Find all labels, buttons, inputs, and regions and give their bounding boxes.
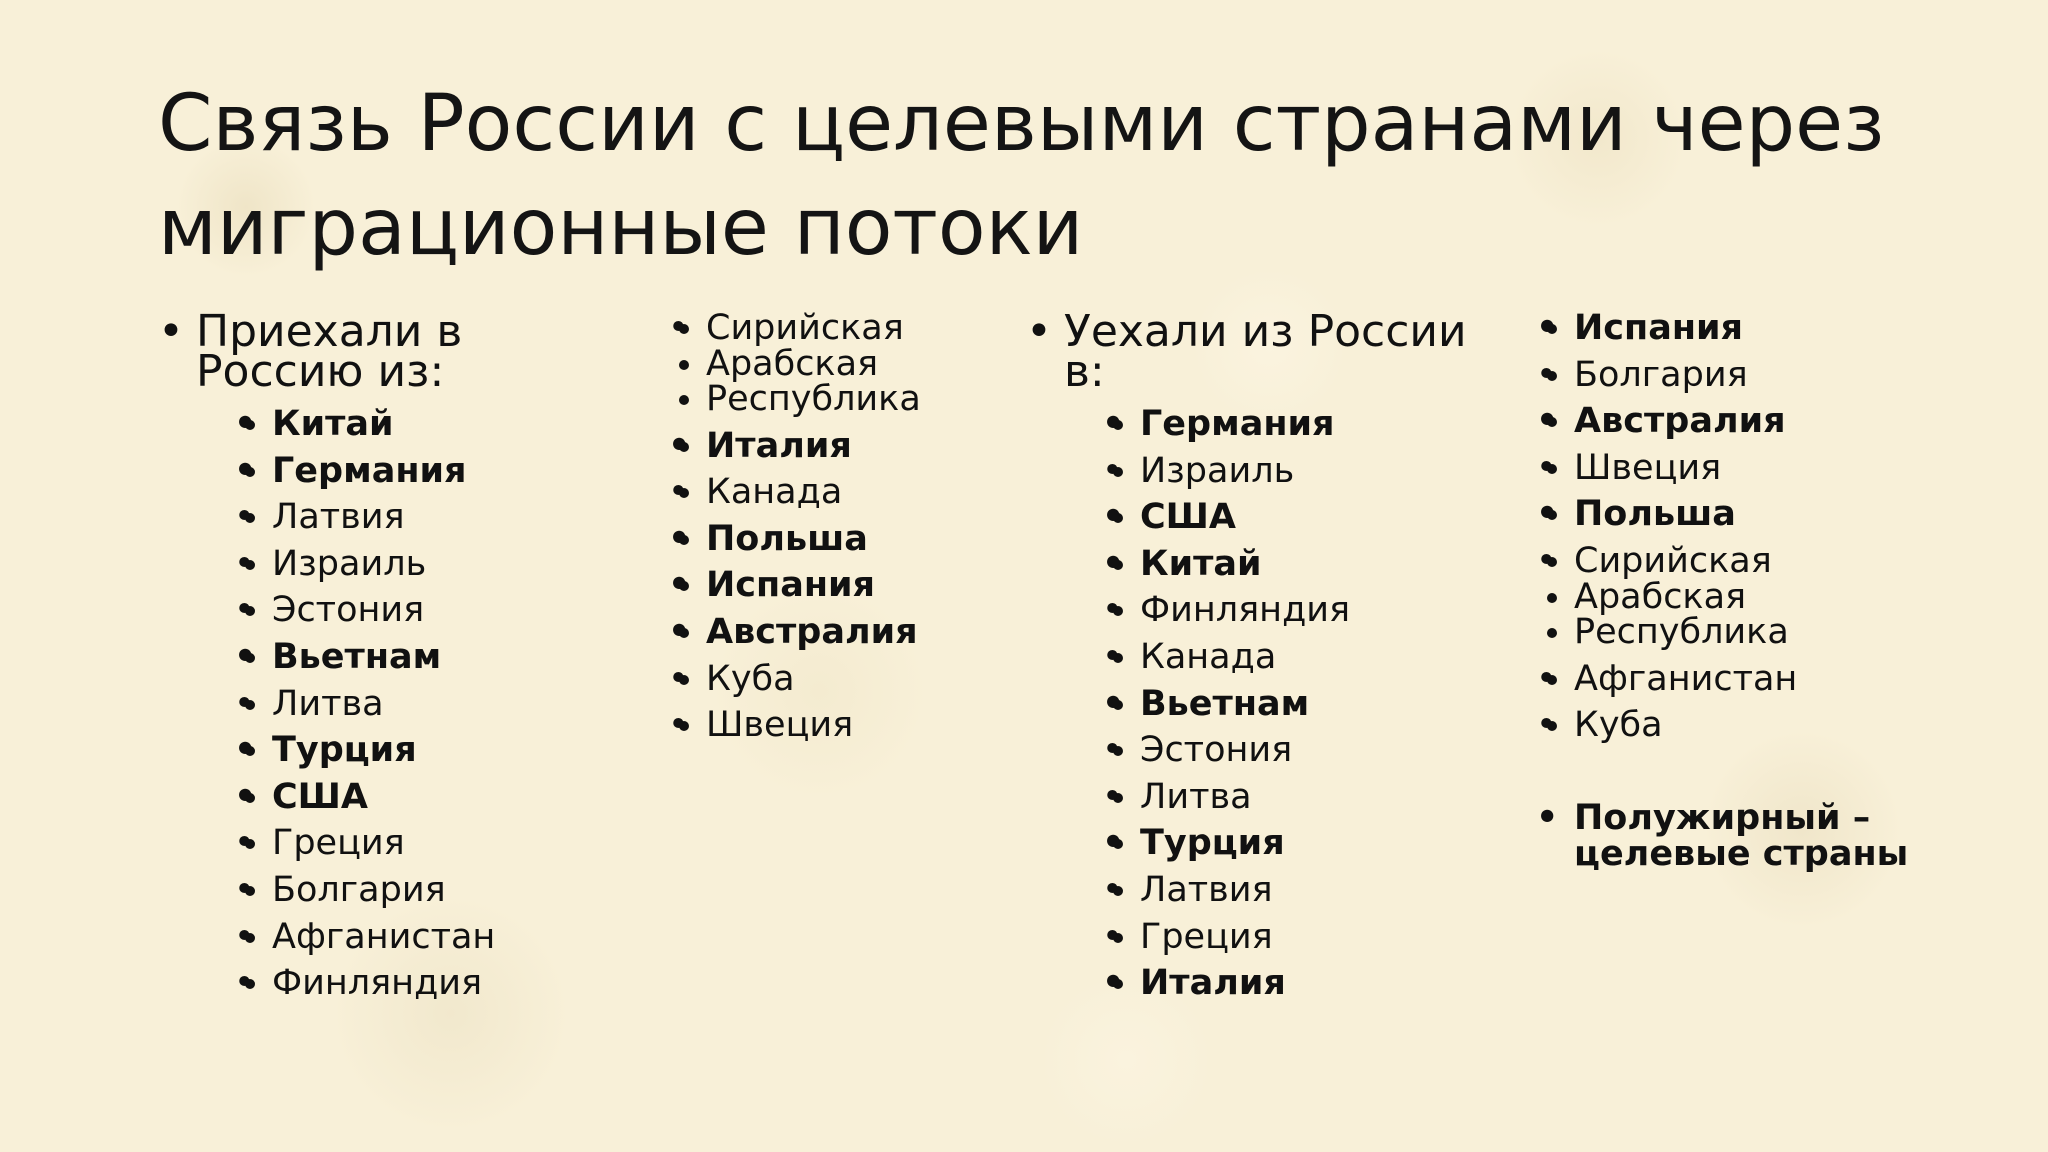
country-name: Италия — [1140, 963, 1286, 1004]
bullet: • • — [1102, 683, 1125, 724]
bullet: • • — [1102, 450, 1123, 491]
country-name: Финляндия — [272, 963, 483, 1004]
bullet: • • — [1102, 590, 1123, 631]
bullet: • — [158, 306, 184, 357]
country-name: Польша — [1574, 494, 1736, 535]
country-list-item — [1536, 354, 1748, 395]
bullet: • • — [668, 518, 691, 559]
bullet: • • — [668, 705, 689, 746]
bullet: • • — [1536, 541, 1557, 581]
bullet: • • — [1102, 730, 1123, 771]
country-name: Афганистан — [1574, 658, 1798, 699]
country-list-item — [668, 565, 876, 606]
bullet: • • — [1102, 870, 1123, 910]
country-list-item — [234, 543, 427, 584]
country-name: Израиль — [1140, 450, 1295, 491]
country-list-item — [1536, 494, 1736, 535]
country-name: США — [272, 776, 369, 817]
country-name: Китай — [272, 404, 394, 444]
country-name: Сирийская — [1574, 541, 1772, 581]
bullet: • • — [1536, 401, 1559, 442]
country-name: Германия — [1140, 404, 1335, 444]
country-list-item — [1102, 963, 1286, 1004]
country-list-item — [1102, 497, 1237, 538]
country-name: Арабская — [1574, 576, 1747, 617]
country-list-item — [668, 705, 854, 746]
country-name: Канада — [706, 472, 843, 513]
country-name: США — [1140, 497, 1237, 538]
bullet: • • — [1102, 543, 1125, 584]
bullet: • • — [234, 870, 255, 910]
country-list-item-wrap — [706, 381, 921, 417]
country-list-item — [234, 683, 384, 724]
departed-heading — [1026, 306, 1467, 357]
country-list-item — [234, 590, 425, 631]
country-list-item — [234, 776, 369, 817]
country-list-item — [1102, 637, 1277, 677]
country-name: Вьетнам — [272, 637, 442, 677]
bullet: • • — [668, 308, 689, 348]
bullet: • • — [234, 450, 257, 491]
bullet: • • — [234, 730, 257, 771]
country-name: Литва — [1140, 776, 1252, 817]
country-list-item — [1102, 404, 1335, 444]
bullet: • • — [1102, 404, 1125, 444]
bullet: • • — [234, 776, 257, 817]
bullet: • • — [668, 565, 691, 606]
country-list-item — [234, 450, 467, 491]
country-name: Испания — [706, 565, 876, 606]
country-list-item — [234, 870, 446, 910]
legend-line-1: Полужирный – — [1574, 798, 1871, 838]
country-list-item — [668, 472, 843, 513]
slide-title — [158, 72, 1918, 280]
country-name: Эстония — [272, 590, 425, 631]
country-name: Греция — [1140, 916, 1273, 957]
country-name: Латвия — [272, 497, 405, 538]
departed-heading-line-2: в: — [1064, 346, 1105, 397]
slide-title-line-2: миграционные потоки — [158, 183, 1084, 273]
bullet: • • — [1102, 823, 1125, 864]
country-list-item — [234, 823, 405, 864]
bullet: • • — [668, 658, 689, 699]
arrived-heading-line-2: Россию из: — [196, 346, 445, 397]
country-name: Израиль — [272, 543, 427, 584]
country-name: Италия — [706, 425, 852, 466]
country-name: Болгария — [1574, 354, 1748, 395]
country-list-item — [668, 658, 795, 699]
country-name: Китай — [1140, 543, 1262, 584]
country-list-item — [234, 730, 417, 771]
country-name: Финляндия — [1140, 590, 1351, 631]
country-list-item-wrap — [1574, 576, 1747, 617]
arrived-heading-cont — [196, 346, 445, 397]
country-list-item — [668, 612, 918, 652]
country-list-item — [1102, 870, 1273, 910]
bullet: • — [1026, 306, 1052, 357]
country-list-item — [234, 497, 405, 538]
bullet: • • — [234, 823, 255, 864]
country-list-item — [668, 518, 868, 559]
bullet: • • — [234, 683, 255, 724]
bullet: • • — [234, 590, 255, 631]
bullet: • • — [234, 497, 255, 538]
country-name: Афганистан — [272, 916, 496, 957]
arrived-heading-line-1: Приехали в — [196, 306, 463, 357]
bullet: • • — [234, 637, 257, 677]
country-name: Турция — [1140, 823, 1285, 864]
country-name: Австралия — [1574, 401, 1786, 442]
country-list-item — [668, 425, 852, 466]
country-list-item — [1102, 776, 1252, 817]
country-name: Греция — [272, 823, 405, 864]
country-name: Республика — [1574, 612, 1789, 652]
country-list-item — [234, 916, 496, 957]
country-name: Сирийская — [706, 308, 904, 348]
country-list-item — [1102, 730, 1293, 771]
bullet: • • — [668, 612, 691, 652]
bullet: • • — [1102, 776, 1123, 817]
country-name: Латвия — [1140, 870, 1273, 910]
country-name: Эстония — [1140, 730, 1293, 771]
country-name: Болгария — [272, 870, 446, 910]
country-name: Куба — [1574, 705, 1663, 746]
bullet: • • — [234, 404, 257, 444]
country-list-item — [1536, 705, 1663, 746]
country-name: Литва — [272, 683, 384, 724]
country-list-item — [1102, 683, 1310, 724]
bullet: • • — [234, 543, 255, 584]
country-list-item — [234, 637, 442, 677]
departed-heading-line-1: Уехали из России — [1064, 306, 1467, 357]
bullet: • • — [1536, 658, 1557, 699]
country-name: Германия — [272, 450, 467, 491]
bullet: • • — [1102, 637, 1123, 677]
bullet: • • — [1102, 916, 1123, 957]
bold-legend-note — [1536, 798, 1871, 838]
country-name: Республика — [706, 379, 921, 419]
bold-legend-note-cont — [1574, 836, 1908, 872]
country-list-item — [1536, 541, 1772, 581]
country-list-item — [1102, 590, 1351, 631]
country-list-item — [1102, 543, 1262, 584]
country-name: Турция — [272, 730, 417, 771]
country-list-item — [234, 963, 483, 1004]
country-name: Испания — [1574, 308, 1744, 348]
bullet: • • — [1536, 308, 1559, 348]
country-name: Куба — [706, 658, 795, 699]
country-name: Вьетнам — [1140, 683, 1310, 724]
bullet: • • — [1536, 494, 1559, 535]
bullet: • • — [1536, 447, 1557, 488]
bullet: • • — [668, 472, 689, 513]
bullet: • • — [1102, 963, 1125, 1004]
legend-line-2: целевые страны — [1574, 834, 1909, 874]
bullet: • • — [1536, 354, 1557, 395]
country-list-item — [1102, 823, 1285, 864]
country-list-item-wrap — [1574, 614, 1789, 650]
country-list-item — [1536, 401, 1786, 442]
bullet: • • — [234, 916, 255, 957]
bullet: • • — [668, 425, 691, 466]
country-list-item — [1536, 308, 1744, 348]
bullet: • • — [1102, 497, 1125, 538]
country-name: Арабская — [706, 343, 879, 384]
country-list-item-wrap — [706, 343, 879, 384]
bullet: • • — [234, 963, 255, 1004]
country-list-item — [1536, 447, 1722, 488]
country-name: Польша — [706, 518, 868, 559]
country-list-item — [1102, 450, 1295, 491]
country-list-item — [1536, 658, 1798, 699]
country-list-item — [1102, 916, 1273, 957]
country-name: Австралия — [706, 612, 918, 652]
bullet: • — [1536, 798, 1559, 838]
country-name: Швеция — [706, 705, 854, 746]
country-name: Швеция — [1574, 447, 1722, 488]
country-name: Канада — [1140, 637, 1277, 677]
country-list-item — [234, 404, 394, 444]
departed-heading-cont — [1064, 346, 1105, 397]
bullet: • • — [1536, 705, 1557, 746]
country-list-item — [668, 308, 904, 348]
slide-title-line-1: Связь России с целевыми странами через — [158, 79, 1885, 169]
